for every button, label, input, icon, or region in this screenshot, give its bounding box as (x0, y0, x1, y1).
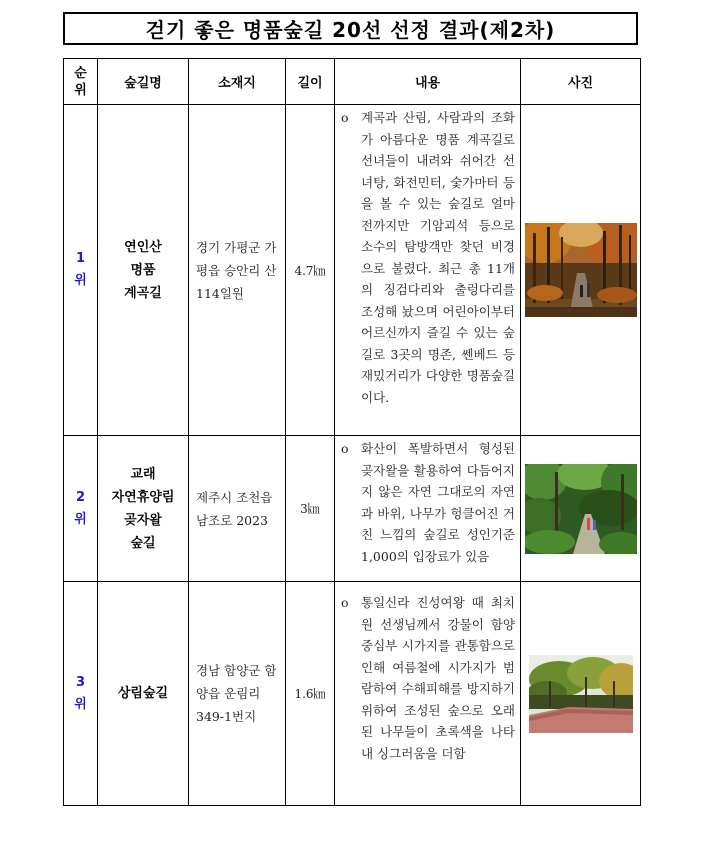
content-cell (335, 436, 521, 582)
trail-name-line: 숲길 (130, 535, 156, 551)
header-rank (64, 59, 98, 105)
header-location: 소재지 (189, 59, 286, 105)
rank-cell (64, 582, 98, 806)
page-title: 걷기 좋은 명품숲길 20선 선정 결과(제2차) (63, 12, 638, 45)
bullet-marker: o (341, 110, 349, 125)
photo-cell (521, 436, 641, 582)
bullet-marker: o (341, 595, 349, 610)
table-row (64, 105, 641, 436)
header-content: 내용 (335, 59, 521, 105)
trail-name-line: 곶자왈 (124, 512, 162, 528)
location-cell: 경남 함양군 함양읍 운림리 349-1번지 (189, 582, 286, 806)
location-cell: 경기 가평군 가평읍 승안리 산 114일원 (189, 105, 286, 436)
trail-name-cell (98, 582, 189, 806)
rank-number: 1 (75, 251, 86, 266)
trail-name-cell (98, 105, 189, 436)
photo-cell (521, 105, 641, 436)
length-cell: 4.7㎞ (286, 105, 335, 436)
header-rank-bottom: 위 (74, 82, 87, 98)
content-cell (335, 582, 521, 806)
content-text: 화산이 폭발하면서 형성된 곶자왈을 활용하여 다듬어지지 않은 자연 그대로의 자연과 바위, 나무가 헝클어진 거친 느낌의 숲길로 성인기준 1,000의 입장료가 있음 (361, 441, 515, 564)
trail-name-line: 연인산 (124, 239, 162, 255)
rank-number: 3 (75, 674, 86, 690)
forest-path-photo (529, 655, 633, 733)
header-name: 숲길명 (98, 59, 189, 105)
forest-autumn-photo (525, 223, 637, 317)
table-header-row (64, 59, 641, 105)
trail-name-line: 계곡길 (124, 285, 162, 301)
length-cell: 1.6㎞ (286, 582, 335, 806)
trail-name-line: 상림숲길 (117, 686, 169, 701)
content-text: 통일신라 진성여왕 때 최치원 선생님께서 강물이 함양 중심부 시가지를 관통함으로 인해 여름철에 시가지가 범람하여 수해피해를 방지하기 위하여 조성된 숲으로 오래된 나무들이 초록색을 나타내 싱그러움을 더함 (361, 595, 515, 761)
photo-cell (521, 582, 641, 806)
header-rank-top: 순 (74, 65, 87, 81)
forest-green-photo (525, 464, 637, 554)
table-row (64, 436, 641, 582)
rank-number: 2 (75, 489, 86, 505)
trail-name-line: 자연휴양림 (111, 489, 175, 505)
trail-name-line: 명품 (130, 262, 156, 278)
content-text: 계곡과 산림, 사람과의 조화가 아름다운 명품 계곡길로 선녀들이 내려와 쉬어간 선녀탕, 화전민터, 숯가마터 등을 볼 수 있는 숲길로 얼마 전까지만 기암괴석 등으로 소수의 탐방객만 찾던 비경으로 불렸다. 최근 총 11개의 징검다리와 출렁다리를 조성해 놨으며 어린아이부터 어르신까지 즐길 수 있는 숲길로 3곳의 명존, 쎈베드 등 재밌거리가 다양한 명품숲길이다. (361, 110, 515, 405)
rank-unit: 위 (74, 511, 87, 527)
rank-unit: 위 (74, 696, 87, 712)
trail-name-line: 교래 (130, 466, 156, 482)
location-cell: 제주시 조천읍 남조로 2023 (189, 436, 286, 582)
trail-name-cell (98, 436, 189, 582)
table-row (64, 582, 641, 806)
rank-cell (64, 436, 98, 582)
content-cell (335, 105, 521, 436)
rank-unit: 위 (74, 273, 87, 288)
rank-cell (64, 105, 98, 436)
header-length: 길이 (286, 59, 335, 105)
bullet-marker: o (341, 441, 349, 456)
header-photo: 사진 (521, 59, 641, 105)
results-table (63, 58, 641, 806)
length-cell: 3㎞ (286, 436, 335, 582)
